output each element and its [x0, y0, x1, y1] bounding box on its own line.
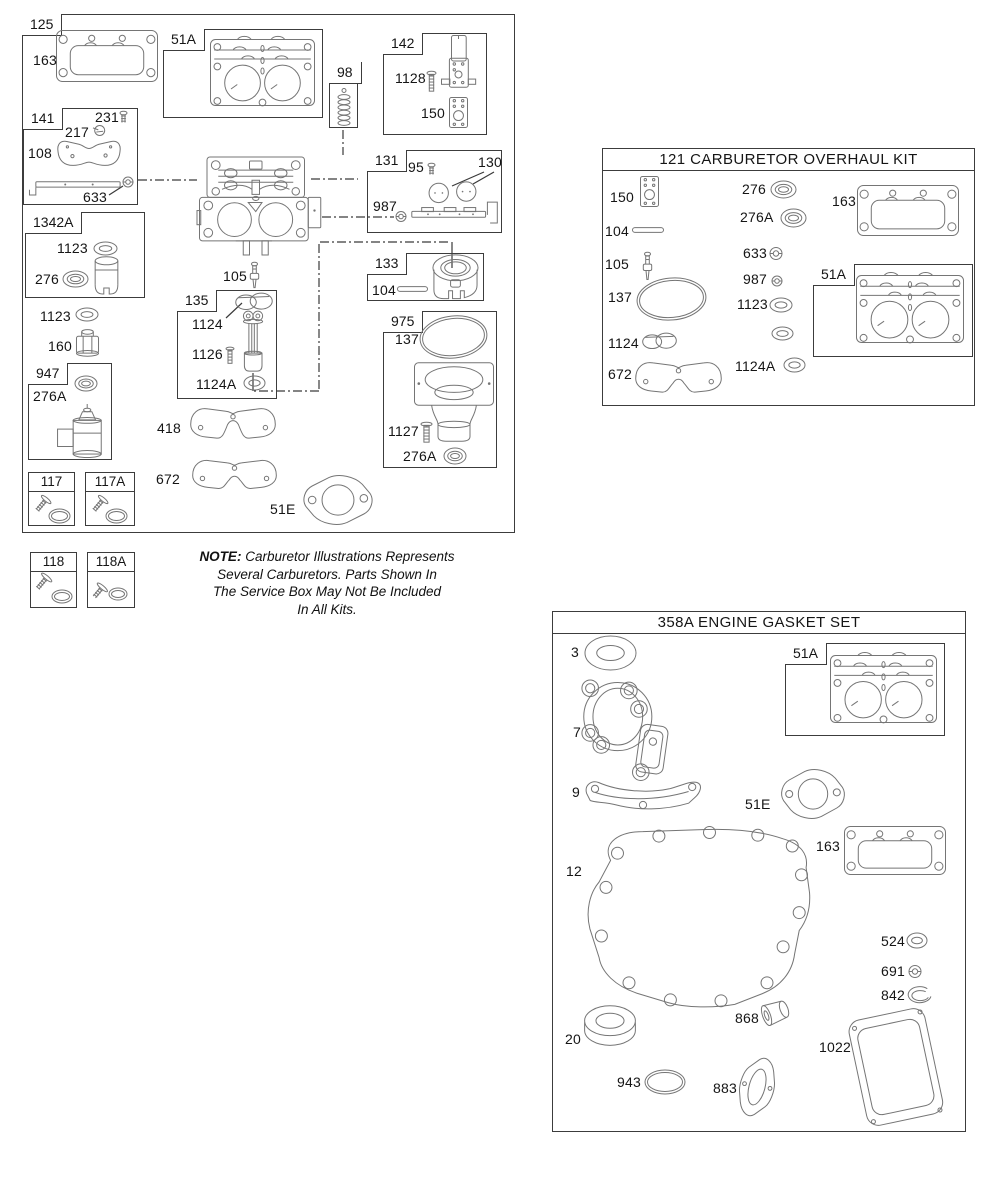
note-line: The Service Box May Not Be Included	[212, 584, 442, 599]
flat-ring-icon	[243, 375, 266, 391]
part-callout-943: 943	[617, 1074, 641, 1090]
o-ring-icon	[108, 587, 128, 601]
part-callout-95: 95	[408, 159, 424, 175]
governor-rail-icon	[28, 175, 126, 196]
box-label-choke-box: 131	[367, 150, 407, 172]
part-callout-1126: 1126	[192, 346, 223, 362]
o-ring-icon	[105, 508, 128, 524]
part-callout-137: 137	[395, 331, 419, 347]
part-callout-1124: 1124	[608, 335, 639, 351]
box-title-engine-gasket-set: 358A ENGINE GASKET SET	[553, 612, 965, 634]
part-callout-1128: 1128	[395, 70, 426, 86]
part-callout-276: 276	[742, 181, 766, 197]
exhaust-flange-gasket-icon	[778, 766, 848, 822]
flat-ring-icon	[769, 297, 793, 313]
wing-gasket-icon	[188, 405, 278, 444]
part-callout-150: 150	[421, 105, 445, 121]
grommet-icon	[771, 274, 783, 288]
part-callout-20: 20	[565, 1031, 581, 1047]
part-callout-276A: 276A	[403, 448, 437, 464]
o-ring-icon	[48, 508, 71, 524]
part-callout-633: 633	[83, 189, 107, 205]
box-label-solenoid-box: 947	[28, 363, 68, 385]
washer-icon	[62, 270, 89, 288]
part-callout-1124A: 1124A	[735, 358, 776, 374]
part-callout-3: 3	[571, 644, 579, 660]
wing-gasket-deep-icon	[633, 359, 724, 398]
grommet-icon	[769, 246, 783, 261]
screw-icon	[92, 496, 106, 513]
part-callout-691: 691	[881, 963, 905, 979]
screw-icon	[35, 496, 49, 513]
part-callout-883: 883	[713, 1080, 737, 1096]
o-ring-icon	[644, 1069, 686, 1095]
split-ring-icon	[907, 986, 933, 1005]
note-line: Several Carburetors. Parts Shown In	[217, 566, 437, 582]
part-callout-12: 12	[566, 863, 582, 879]
part-callout-1123: 1123	[57, 240, 88, 256]
machine-screw-icon	[225, 347, 235, 364]
part-callout-633: 633	[743, 245, 767, 261]
box-label-jet-box: 135	[177, 290, 217, 312]
flat-ring-icon	[75, 307, 99, 322]
part-callout-108: 108	[28, 145, 52, 161]
cup-plug-icon	[760, 1000, 790, 1025]
screw-icon	[427, 163, 436, 176]
part-callout-1123: 1123	[40, 308, 71, 324]
part-callout-276A: 276A	[740, 209, 774, 225]
part-callout-104: 104	[372, 282, 396, 298]
flat-ring-icon	[584, 635, 637, 671]
sump-gasket-curved-icon	[583, 778, 703, 823]
flat-ring-icon	[93, 241, 118, 256]
part-callout-51E: 51E	[270, 501, 296, 517]
part-callout-276: 276	[35, 271, 59, 287]
part-callout-1124A: 1124A	[196, 376, 237, 392]
spring-icon	[336, 88, 352, 126]
o-ring-icon	[636, 277, 707, 321]
box-label-head-gasket-box-1: 51A	[163, 29, 205, 51]
part-callout-418: 418	[157, 420, 181, 436]
part-callout-1123: 1123	[737, 296, 768, 312]
box-label-bracket-box: 142	[383, 33, 423, 55]
exhaust-flange-gasket-icon	[738, 1053, 776, 1121]
part-callout-104: 104	[605, 223, 629, 239]
part-callout-1124: 1124	[192, 316, 223, 332]
o-ring-icon	[51, 589, 73, 604]
part-callout-137: 137	[608, 289, 632, 305]
note-line: In All Kits.	[297, 601, 357, 617]
box-label-nozzle-box: 133	[367, 253, 407, 275]
small-plate-icon	[449, 97, 468, 128]
part-callout-217: 217	[65, 124, 89, 140]
carburetor-body-icon	[197, 155, 322, 256]
note-block	[160, 548, 494, 618]
valve-cover-gasket-icon	[852, 1007, 942, 1129]
box-label-kit-117A-box: 117A	[86, 473, 134, 492]
part-callout-987: 987	[373, 198, 397, 214]
head-gasket-icon	[830, 651, 937, 727]
note-prefix: NOTE:	[199, 549, 242, 564]
box-label-head-gasket-box-kit: 51A	[813, 264, 855, 286]
head-gasket-icon	[210, 35, 315, 110]
washer-icon	[443, 447, 467, 465]
box-label-seat-kit-box: 1342A	[25, 212, 82, 234]
part-callout-987: 987	[743, 271, 767, 287]
box-label-carburetor-service-box: 125	[22, 14, 62, 36]
flat-ring-icon	[906, 932, 928, 949]
main-jet-icon	[238, 311, 270, 373]
clip-icon	[92, 124, 106, 137]
box-label-head-gasket-box-set: 51A	[785, 643, 827, 665]
exhaust-flange-gasket-icon	[300, 472, 376, 528]
intake-gasket-icon	[56, 30, 158, 82]
part-callout-163: 163	[832, 193, 856, 209]
note-line: NOTE: Carburetor Illustrations Represents	[199, 549, 455, 564]
fuel-solenoid-icon	[56, 403, 108, 461]
part-callout-868: 868	[735, 1010, 759, 1026]
part-callout-672: 672	[608, 366, 632, 382]
intake-gasket-icon	[857, 185, 959, 236]
float-icon	[235, 292, 273, 311]
intake-gasket-icon	[844, 826, 946, 875]
mounting-bracket-icon	[441, 35, 476, 93]
nozzle-ring-icon	[430, 254, 479, 300]
machine-screw-icon	[420, 422, 433, 443]
part-callout-672: 672	[156, 471, 180, 487]
part-callout-524: 524	[881, 933, 905, 949]
throttle-shaft-rail-icon	[410, 200, 500, 227]
grommet-icon	[122, 175, 134, 189]
fuel-tube-icon	[397, 285, 428, 293]
box-label-bowl-box: 975	[383, 311, 423, 333]
part-callout-150: 150	[610, 189, 634, 205]
box-label-kit-118A-box: 118A	[88, 553, 134, 572]
screw-icon	[119, 111, 128, 124]
part-callout-1022: 1022	[819, 1039, 851, 1055]
fuel-tube-icon	[632, 226, 664, 234]
box-label-link-box: 141	[23, 108, 63, 130]
part-callout-842: 842	[881, 987, 905, 1003]
washer-icon	[74, 375, 98, 392]
part-callout-163: 163	[33, 52, 57, 68]
part-callout-7: 7	[573, 724, 581, 740]
washer-icon	[770, 180, 797, 199]
part-callout-160: 160	[48, 338, 72, 354]
box-label-kit-118-box: 118	[31, 553, 76, 572]
part-callout-105: 105	[223, 268, 247, 284]
flat-ring-icon	[771, 326, 794, 341]
oil-seal-icon	[583, 1004, 637, 1048]
washer-icon	[780, 208, 807, 228]
machine-screw-icon	[426, 71, 437, 92]
part-callout-1127: 1127	[388, 423, 419, 439]
needle-valve-icon	[247, 262, 262, 289]
box-label-kit-117-box: 117	[29, 473, 74, 492]
fuel-nut-icon	[73, 329, 102, 358]
float-icon	[642, 332, 677, 350]
small-plate-icon	[640, 176, 659, 207]
cylinder-head-gasket-icon	[581, 673, 673, 782]
part-callout-231: 231	[95, 109, 119, 125]
crankcase-gasket-icon	[583, 828, 813, 1008]
part-callout-276A: 276A	[33, 388, 67, 404]
part-callout-130: 130	[478, 154, 502, 170]
screw-icon	[35, 574, 50, 591]
wing-gasket-deep-icon	[190, 457, 279, 494]
flat-ring-icon	[783, 357, 806, 373]
head-gasket-icon	[856, 271, 964, 347]
box-title-carburetor-overhaul-kit: 121 CARBURETOR OVERHAUL KIT	[603, 149, 974, 171]
screw-icon	[91, 584, 106, 600]
part-callout-9: 9	[572, 784, 580, 800]
link-plate-icon	[53, 137, 125, 170]
box-label-spring-box: 98	[329, 62, 362, 84]
valve-seat-icon	[93, 256, 120, 296]
part-callout-51E: 51E	[745, 796, 771, 812]
grommet-icon	[908, 964, 922, 979]
part-callout-105: 105	[605, 256, 629, 272]
o-ring-icon	[419, 315, 488, 359]
part-callout-163: 163	[816, 838, 840, 854]
